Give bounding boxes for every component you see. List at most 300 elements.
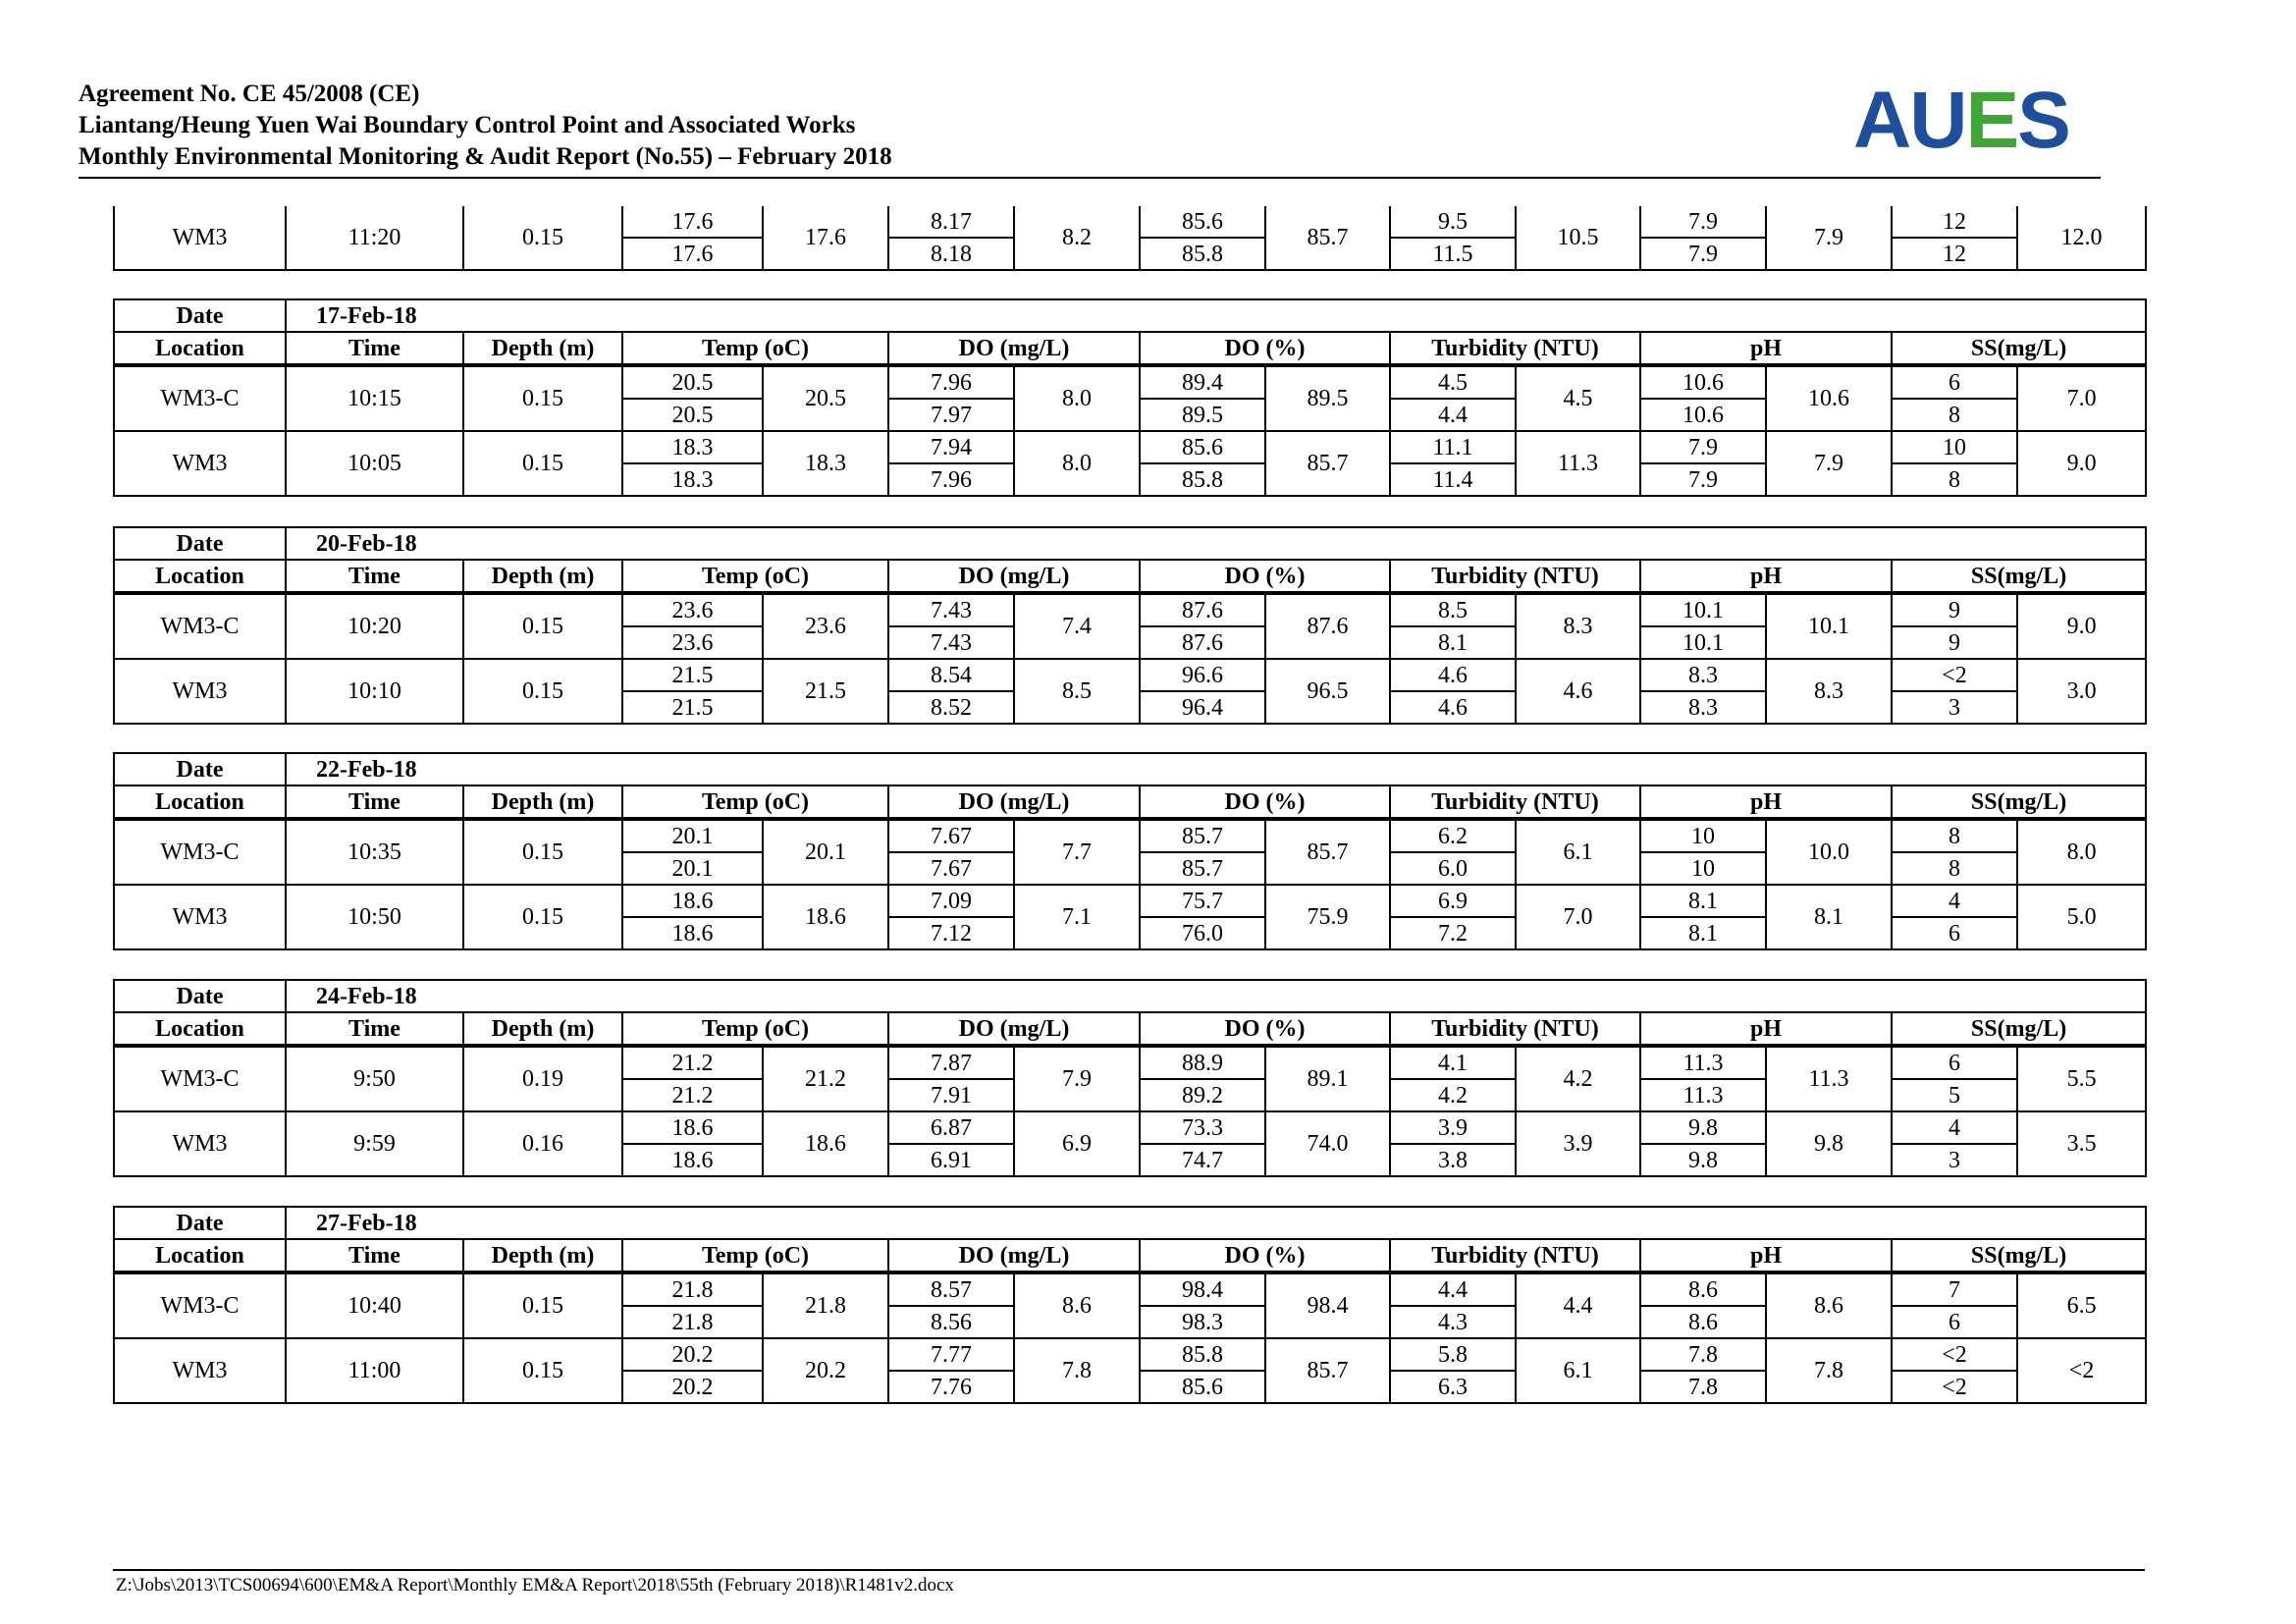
temp-cell-reading-2: 21.2 xyxy=(622,1079,763,1111)
ph-header: pH xyxy=(1640,560,1892,593)
ss-cell-reading-2: <2 xyxy=(1892,1371,2017,1403)
do-mg-cell-reading-2: 7.43 xyxy=(888,626,1014,659)
temp-cell-reading-2: 21.5 xyxy=(622,691,763,724)
do-pct-cell-reading-1: 85.8 xyxy=(1140,1338,1265,1371)
do-mg-header: DO (mg/L) xyxy=(888,332,1140,365)
ph-cell-average: 8.3 xyxy=(1766,659,1892,724)
turbidity-cell-reading-1: 8.5 xyxy=(1390,593,1516,626)
turbidity-cell-average: 4.6 xyxy=(1516,659,1640,724)
depth-cell: 0.19 xyxy=(463,1046,622,1111)
do-mg-cell-reading-2: 8.56 xyxy=(888,1306,1014,1338)
ph-cell-reading-1: 7.9 xyxy=(1640,206,1766,238)
table-row xyxy=(114,365,2146,399)
do-mg-cell-reading-2: 8.18 xyxy=(888,238,1014,270)
date-block-table xyxy=(113,979,2147,1177)
ph-header: pH xyxy=(1640,1239,1892,1272)
ss-header: SS(mg/L) xyxy=(1892,1239,2146,1272)
ph-cell-average: 11.3 xyxy=(1766,1046,1892,1111)
time-cell: 10:10 xyxy=(286,659,463,724)
turbidity-cell-reading-1: 5.8 xyxy=(1390,1338,1516,1371)
do-mg-cell-reading-1: 7.77 xyxy=(888,1338,1014,1371)
do-pct-cell-average: 74.0 xyxy=(1265,1111,1390,1176)
do-pct-cell-average: 87.6 xyxy=(1265,593,1390,659)
ss-cell-reading-1: 6 xyxy=(1892,1046,2017,1079)
table-row xyxy=(114,659,2146,691)
turbidity-cell-average: 6.1 xyxy=(1516,819,1640,885)
temp-cell-reading-2: 20.2 xyxy=(622,1371,763,1403)
do-pct-header: DO (%) xyxy=(1140,332,1390,365)
table-row xyxy=(114,885,2146,917)
date-block-table xyxy=(113,752,2147,950)
ss-cell-reading-2: 5 xyxy=(1892,1079,2017,1111)
ph-header: pH xyxy=(1640,332,1892,365)
temp-cell-average: 18.6 xyxy=(763,885,888,949)
do-pct-header: DO (%) xyxy=(1140,1012,1390,1046)
turbidity-header: Turbidity (NTU) xyxy=(1390,1012,1640,1046)
depth-header: Depth (m) xyxy=(463,785,622,819)
turbidity-cell-reading-2: 3.8 xyxy=(1390,1144,1516,1176)
date-row xyxy=(114,527,2146,560)
time-cell: 11:20 xyxy=(286,206,463,270)
do-pct-cell-average: 85.7 xyxy=(1265,819,1390,885)
date-row xyxy=(114,753,2146,785)
turbidity-cell-reading-2: 11.5 xyxy=(1390,238,1516,270)
ss-header: SS(mg/L) xyxy=(1892,1012,2146,1046)
temp-cell-reading-2: 23.6 xyxy=(622,626,763,659)
temp-cell-average: 20.2 xyxy=(763,1338,888,1403)
turbidity-cell-average: 4.5 xyxy=(1516,365,1640,431)
ph-cell-reading-1: 11.3 xyxy=(1640,1046,1766,1079)
do-pct-cell-average: 89.5 xyxy=(1265,365,1390,431)
time-header: Time xyxy=(286,1239,463,1272)
date-value: 22-Feb-18 xyxy=(286,753,2146,785)
ss-cell-average: 5.5 xyxy=(2017,1046,2146,1111)
do-pct-cell-reading-1: 85.6 xyxy=(1140,206,1265,238)
do-pct-cell-average: 85.7 xyxy=(1265,431,1390,496)
temp-cell-reading-1: 18.6 xyxy=(622,885,763,917)
turbidity-cell-reading-1: 6.2 xyxy=(1390,819,1516,852)
do-mg-cell-average: 8.2 xyxy=(1014,206,1140,270)
date-value: 24-Feb-18 xyxy=(286,980,2146,1012)
depth-cell: 0.15 xyxy=(463,1338,622,1403)
turbidity-cell-reading-1: 4.5 xyxy=(1390,365,1516,399)
location-cell: WM3-C xyxy=(114,1272,286,1338)
time-cell: 11:00 xyxy=(286,1338,463,1403)
ss-cell-reading-2: 12 xyxy=(1892,238,2017,270)
table-row xyxy=(114,431,2146,463)
ss-cell-average: 9.0 xyxy=(2017,431,2146,496)
temp-header: Temp (oC) xyxy=(622,785,888,819)
time-cell: 10:20 xyxy=(286,593,463,659)
location-cell: WM3-C xyxy=(114,365,286,431)
do-pct-cell-average: 75.9 xyxy=(1265,885,1390,949)
turbidity-cell-reading-2: 6.0 xyxy=(1390,852,1516,885)
time-header: Time xyxy=(286,1012,463,1046)
turbidity-header: Turbidity (NTU) xyxy=(1390,1239,1640,1272)
date-label: Date xyxy=(114,299,286,332)
table-row xyxy=(114,819,2146,852)
turbidity-cell-reading-1: 4.1 xyxy=(1390,1046,1516,1079)
ss-cell-average: <2 xyxy=(2017,1338,2146,1403)
turbidity-cell-reading-2: 8.1 xyxy=(1390,626,1516,659)
ph-cell-reading-2: 8.6 xyxy=(1640,1306,1766,1338)
do-mg-cell-reading-1: 8.17 xyxy=(888,206,1014,238)
temp-cell-average: 23.6 xyxy=(763,593,888,659)
temp-cell-average: 17.6 xyxy=(763,206,888,270)
temp-cell-reading-2: 17.6 xyxy=(622,238,763,270)
do-mg-cell-average: 8.0 xyxy=(1014,431,1140,496)
turbidity-cell-reading-2: 4.4 xyxy=(1390,399,1516,431)
table-row xyxy=(114,1111,2146,1144)
temp-cell-reading-2: 18.3 xyxy=(622,463,763,496)
turbidity-cell-reading-1: 11.1 xyxy=(1390,431,1516,463)
ss-cell-reading-1: 4 xyxy=(1892,1111,2017,1144)
ss-cell-reading-2: 6 xyxy=(1892,917,2017,949)
temp-cell-average: 20.5 xyxy=(763,365,888,431)
column-header-row xyxy=(114,560,2146,593)
ss-cell-reading-1: 9 xyxy=(1892,593,2017,626)
report-title: Monthly Environmental Monitoring & Audit Report (No.55) – February 2018 xyxy=(79,143,892,170)
ph-cell-average: 7.9 xyxy=(1766,431,1892,496)
temp-cell-average: 18.6 xyxy=(763,1111,888,1176)
turbidity-cell-reading-2: 4.6 xyxy=(1390,691,1516,724)
turbidity-header: Turbidity (NTU) xyxy=(1390,785,1640,819)
turbidity-cell-reading-2: 7.2 xyxy=(1390,917,1516,949)
do-mg-cell-average: 8.6 xyxy=(1014,1272,1140,1338)
turbidity-cell-average: 4.4 xyxy=(1516,1272,1640,1338)
do-mg-cell-average: 7.7 xyxy=(1014,819,1140,885)
ph-cell-reading-2: 7.9 xyxy=(1640,463,1766,496)
turbidity-cell-average: 7.0 xyxy=(1516,885,1640,949)
temp-cell-reading-1: 17.6 xyxy=(622,206,763,238)
do-mg-cell-reading-1: 7.96 xyxy=(888,365,1014,399)
date-value: 17-Feb-18 xyxy=(286,299,2146,332)
ph-cell-reading-1: 8.3 xyxy=(1640,659,1766,691)
date-row xyxy=(114,980,2146,1012)
time-header: Time xyxy=(286,560,463,593)
ss-header: SS(mg/L) xyxy=(1892,560,2146,593)
date-block-table xyxy=(113,1206,2147,1404)
turbidity-cell-average: 8.3 xyxy=(1516,593,1640,659)
temp-cell-reading-2: 18.6 xyxy=(622,1144,763,1176)
ss-cell-reading-2: 9 xyxy=(1892,626,2017,659)
do-mg-header: DO (mg/L) xyxy=(888,1012,1140,1046)
temp-cell-reading-2: 18.6 xyxy=(622,917,763,949)
date-row xyxy=(114,1207,2146,1239)
do-mg-cell-average: 8.5 xyxy=(1014,659,1140,724)
aues-logo: AUES xyxy=(1853,76,2069,165)
do-mg-cell-reading-1: 7.67 xyxy=(888,819,1014,852)
ss-cell-reading-1: 8 xyxy=(1892,819,2017,852)
do-pct-cell-average: 96.5 xyxy=(1265,659,1390,724)
do-pct-cell-reading-2: 85.8 xyxy=(1140,463,1265,496)
depth-cell: 0.15 xyxy=(463,885,622,949)
do-mg-cell-reading-2: 7.97 xyxy=(888,399,1014,431)
depth-cell: 0.15 xyxy=(463,206,622,270)
ss-header: SS(mg/L) xyxy=(1892,785,2146,819)
file-path: Z:\Jobs\2013\TCS00694\600\EM&A Report\Monthly EM&A Report\2018\55th (February 2018)\R1481v2.docx xyxy=(116,1575,954,1596)
ss-cell-reading-2: 3 xyxy=(1892,691,2017,724)
do-pct-cell-reading-1: 98.4 xyxy=(1140,1272,1265,1306)
table-row xyxy=(114,1272,2146,1306)
continued-table xyxy=(113,206,2147,271)
time-cell: 9:50 xyxy=(286,1046,463,1111)
temp-header: Temp (oC) xyxy=(622,1012,888,1046)
do-pct-cell-reading-1: 88.9 xyxy=(1140,1046,1265,1079)
turbidity-cell-reading-1: 3.9 xyxy=(1390,1111,1516,1144)
ph-cell-reading-1: 10.6 xyxy=(1640,365,1766,399)
do-pct-cell-reading-2: 96.4 xyxy=(1140,691,1265,724)
temp-cell-average: 21.5 xyxy=(763,659,888,724)
date-block-table xyxy=(113,298,2147,497)
ph-cell-average: 7.9 xyxy=(1766,206,1892,270)
turbidity-cell-average: 4.2 xyxy=(1516,1046,1640,1111)
do-mg-cell-reading-1: 7.09 xyxy=(888,885,1014,917)
do-mg-header: DO (mg/L) xyxy=(888,1239,1140,1272)
depth-cell: 0.15 xyxy=(463,659,622,724)
turbidity-header: Turbidity (NTU) xyxy=(1390,332,1640,365)
temp-header: Temp (oC) xyxy=(622,560,888,593)
temp-cell-average: 21.8 xyxy=(763,1272,888,1338)
ph-cell-average: 7.8 xyxy=(1766,1338,1892,1403)
ss-cell-reading-2: 8 xyxy=(1892,852,2017,885)
turbidity-cell-reading-2: 6.3 xyxy=(1390,1371,1516,1403)
report-header xyxy=(79,76,2101,173)
do-mg-cell-reading-1: 8.54 xyxy=(888,659,1014,691)
depth-header: Depth (m) xyxy=(463,1012,622,1046)
do-pct-cell-reading-1: 87.6 xyxy=(1140,593,1265,626)
depth-cell: 0.15 xyxy=(463,593,622,659)
do-pct-cell-reading-2: 89.5 xyxy=(1140,399,1265,431)
ph-cell-reading-2: 11.3 xyxy=(1640,1079,1766,1111)
temp-cell-average: 20.1 xyxy=(763,819,888,885)
depth-header: Depth (m) xyxy=(463,332,622,365)
do-mg-header: DO (mg/L) xyxy=(888,785,1140,819)
do-mg-cell-average: 7.1 xyxy=(1014,885,1140,949)
temp-cell-reading-1: 20.2 xyxy=(622,1338,763,1371)
depth-cell: 0.15 xyxy=(463,1272,622,1338)
do-mg-cell-reading-2: 7.96 xyxy=(888,463,1014,496)
time-header: Time xyxy=(286,785,463,819)
ss-cell-average: 7.0 xyxy=(2017,365,2146,431)
time-cell: 10:35 xyxy=(286,819,463,885)
location-cell: WM3-C xyxy=(114,819,286,885)
ss-cell-reading-1: <2 xyxy=(1892,1338,2017,1371)
turbidity-cell-reading-2: 11.4 xyxy=(1390,463,1516,496)
date-block-table xyxy=(113,526,2147,725)
ph-cell-reading-2: 10.1 xyxy=(1640,626,1766,659)
do-pct-cell-reading-2: 98.3 xyxy=(1140,1306,1265,1338)
temp-header: Temp (oC) xyxy=(622,332,888,365)
column-header-row xyxy=(114,332,2146,365)
do-pct-cell-reading-1: 89.4 xyxy=(1140,365,1265,399)
table-row xyxy=(114,206,2146,238)
turbidity-cell-reading-2: 4.2 xyxy=(1390,1079,1516,1111)
do-pct-cell-reading-2: 74.7 xyxy=(1140,1144,1265,1176)
depth-cell: 0.16 xyxy=(463,1111,622,1176)
ss-cell-reading-1: 7 xyxy=(1892,1272,2017,1306)
time-header: Time xyxy=(286,332,463,365)
project-title: Liantang/Heung Yuen Wai Boundary Control Point and Associated Works xyxy=(79,112,856,138)
ph-cell-reading-1: 9.8 xyxy=(1640,1111,1766,1144)
do-pct-cell-reading-1: 96.6 xyxy=(1140,659,1265,691)
ph-header: pH xyxy=(1640,785,1892,819)
ph-header: pH xyxy=(1640,1012,1892,1046)
ph-cell-reading-2: 8.3 xyxy=(1640,691,1766,724)
ph-cell-average: 8.1 xyxy=(1766,885,1892,949)
date-value: 27-Feb-18 xyxy=(286,1207,2146,1239)
ss-cell-average: 5.0 xyxy=(2017,885,2146,949)
temp-cell-reading-1: 23.6 xyxy=(622,593,763,626)
ph-cell-reading-2: 9.8 xyxy=(1640,1144,1766,1176)
ss-cell-reading-2: 8 xyxy=(1892,399,2017,431)
ph-cell-reading-1: 10.1 xyxy=(1640,593,1766,626)
turbidity-cell-reading-1: 9.5 xyxy=(1390,206,1516,238)
location-header: Location xyxy=(114,1239,286,1272)
date-label: Date xyxy=(114,753,286,785)
ph-cell-reading-1: 8.6 xyxy=(1640,1272,1766,1306)
turbidity-cell-average: 11.3 xyxy=(1516,431,1640,496)
do-pct-header: DO (%) xyxy=(1140,560,1390,593)
turbidity-cell-reading-1: 4.4 xyxy=(1390,1272,1516,1306)
ph-cell-reading-2: 10 xyxy=(1640,852,1766,885)
do-mg-cell-reading-1: 8.57 xyxy=(888,1272,1014,1306)
turbidity-cell-average: 6.1 xyxy=(1516,1338,1640,1403)
do-mg-cell-average: 6.9 xyxy=(1014,1111,1140,1176)
do-mg-cell-reading-2: 7.12 xyxy=(888,917,1014,949)
do-mg-cell-reading-1: 7.94 xyxy=(888,431,1014,463)
time-cell: 10:15 xyxy=(286,365,463,431)
ss-cell-reading-2: 8 xyxy=(1892,463,2017,496)
location-cell: WM3-C xyxy=(114,593,286,659)
temp-cell-reading-1: 18.6 xyxy=(622,1111,763,1144)
ss-cell-reading-2: 3 xyxy=(1892,1144,2017,1176)
depth-cell: 0.15 xyxy=(463,819,622,885)
do-mg-header: DO (mg/L) xyxy=(888,560,1140,593)
agreement-number: Agreement No. CE 45/2008 (CE) xyxy=(79,81,420,107)
date-value: 20-Feb-18 xyxy=(286,527,2146,560)
do-pct-cell-reading-1: 73.3 xyxy=(1140,1111,1265,1144)
temp-cell-reading-1: 21.5 xyxy=(622,659,763,691)
turbidity-cell-reading-2: 4.3 xyxy=(1390,1306,1516,1338)
location-header: Location xyxy=(114,332,286,365)
ph-cell-average: 10.6 xyxy=(1766,365,1892,431)
ph-cell-reading-1: 8.1 xyxy=(1640,885,1766,917)
location-cell: WM3 xyxy=(114,1338,286,1403)
ss-cell-reading-1: 10 xyxy=(1892,431,2017,463)
time-cell: 10:50 xyxy=(286,885,463,949)
do-pct-cell-reading-2: 85.8 xyxy=(1140,238,1265,270)
ss-cell-average: 12.0 xyxy=(2017,206,2146,270)
temp-cell-reading-2: 21.8 xyxy=(622,1306,763,1338)
do-pct-cell-reading-2: 87.6 xyxy=(1140,626,1265,659)
ph-cell-average: 10.0 xyxy=(1766,819,1892,885)
ph-cell-reading-2: 7.9 xyxy=(1640,238,1766,270)
temp-cell-reading-2: 20.5 xyxy=(622,399,763,431)
ss-cell-average: 9.0 xyxy=(2017,593,2146,659)
location-cell: WM3-C xyxy=(114,1046,286,1111)
do-mg-cell-average: 7.9 xyxy=(1014,1046,1140,1111)
location-cell: WM3 xyxy=(114,206,286,270)
header-rule xyxy=(79,177,2101,179)
date-label: Date xyxy=(114,980,286,1012)
depth-header: Depth (m) xyxy=(463,1239,622,1272)
do-pct-cell-reading-1: 85.7 xyxy=(1140,819,1265,852)
footer-rule xyxy=(113,1569,2145,1571)
temp-cell-average: 21.2 xyxy=(763,1046,888,1111)
do-pct-cell-reading-1: 75.7 xyxy=(1140,885,1265,917)
temp-cell-reading-1: 21.2 xyxy=(622,1046,763,1079)
depth-cell: 0.15 xyxy=(463,431,622,496)
ph-cell-reading-1: 7.9 xyxy=(1640,431,1766,463)
do-pct-cell-reading-2: 76.0 xyxy=(1140,917,1265,949)
do-mg-cell-reading-2: 7.76 xyxy=(888,1371,1014,1403)
turbidity-header: Turbidity (NTU) xyxy=(1390,560,1640,593)
ph-cell-average: 9.8 xyxy=(1766,1111,1892,1176)
location-cell: WM3 xyxy=(114,431,286,496)
table-row xyxy=(114,593,2146,626)
ss-cell-reading-1: 4 xyxy=(1892,885,2017,917)
time-cell: 9:59 xyxy=(286,1111,463,1176)
ss-cell-average: 3.5 xyxy=(2017,1111,2146,1176)
ph-cell-reading-2: 10.6 xyxy=(1640,399,1766,431)
location-header: Location xyxy=(114,785,286,819)
ph-cell-reading-2: 8.1 xyxy=(1640,917,1766,949)
turbidity-cell-reading-1: 4.6 xyxy=(1390,659,1516,691)
do-pct-cell-average: 89.1 xyxy=(1265,1046,1390,1111)
temp-cell-reading-2: 20.1 xyxy=(622,852,763,885)
ss-cell-reading-1: <2 xyxy=(1892,659,2017,691)
ss-cell-average: 6.5 xyxy=(2017,1272,2146,1338)
temp-cell-reading-1: 20.1 xyxy=(622,819,763,852)
ss-cell-average: 3.0 xyxy=(2017,659,2146,724)
do-pct-cell-reading-1: 85.6 xyxy=(1140,431,1265,463)
do-mg-cell-reading-2: 7.91 xyxy=(888,1079,1014,1111)
turbidity-cell-average: 10.5 xyxy=(1516,206,1640,270)
do-pct-cell-reading-2: 85.7 xyxy=(1140,852,1265,885)
location-header: Location xyxy=(114,560,286,593)
ph-cell-reading-1: 7.8 xyxy=(1640,1338,1766,1371)
ss-cell-reading-2: 6 xyxy=(1892,1306,2017,1338)
do-pct-header: DO (%) xyxy=(1140,1239,1390,1272)
time-cell: 10:40 xyxy=(286,1272,463,1338)
date-label: Date xyxy=(114,1207,286,1239)
do-mg-cell-average: 7.8 xyxy=(1014,1338,1140,1403)
depth-cell: 0.15 xyxy=(463,365,622,431)
do-mg-cell-reading-1: 7.43 xyxy=(888,593,1014,626)
date-label: Date xyxy=(114,527,286,560)
depth-header: Depth (m) xyxy=(463,560,622,593)
temp-cell-reading-1: 18.3 xyxy=(622,431,763,463)
time-cell: 10:05 xyxy=(286,431,463,496)
table-row xyxy=(114,1046,2146,1079)
do-pct-cell-average: 98.4 xyxy=(1265,1272,1390,1338)
ph-cell-reading-1: 10 xyxy=(1640,819,1766,852)
do-pct-cell-reading-2: 89.2 xyxy=(1140,1079,1265,1111)
do-pct-cell-average: 85.7 xyxy=(1265,206,1390,270)
temp-header: Temp (oC) xyxy=(622,1239,888,1272)
temp-cell-average: 18.3 xyxy=(763,431,888,496)
ss-header: SS(mg/L) xyxy=(1892,332,2146,365)
do-mg-cell-reading-1: 6.87 xyxy=(888,1111,1014,1144)
turbidity-cell-average: 3.9 xyxy=(1516,1111,1640,1176)
location-cell: WM3 xyxy=(114,885,286,949)
temp-cell-reading-1: 20.5 xyxy=(622,365,763,399)
ss-cell-reading-1: 6 xyxy=(1892,365,2017,399)
do-pct-cell-reading-2: 85.6 xyxy=(1140,1371,1265,1403)
temp-cell-reading-1: 21.8 xyxy=(622,1272,763,1306)
do-mg-cell-average: 7.4 xyxy=(1014,593,1140,659)
